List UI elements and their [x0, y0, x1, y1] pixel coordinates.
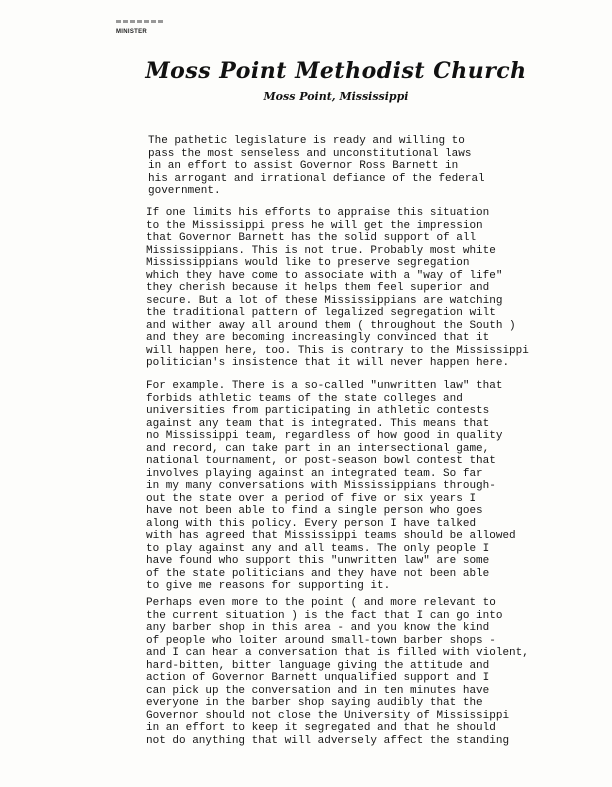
text-line: will happen here, too. This is contrary to the Mississippi: [146, 344, 529, 357]
text-line: Governor should not close the University of Mississippi: [146, 709, 510, 722]
text-line: For example. There is a so-called "unwritten law" that: [146, 380, 503, 392]
text-line: with has agreed that Mississippi teams should be allowed: [146, 530, 516, 542]
text-line: in an effort to keep it segregated and that he should: [146, 722, 496, 734]
text-line: in an effort to assist Governor Ross Barnett in: [148, 160, 459, 172]
text-line: involves playing against an integrated team. So far: [146, 467, 483, 480]
text-line: which they have come to associate with a "way of life": [146, 269, 503, 282]
text-line: and they are becoming increasingly convinced that it: [146, 332, 490, 344]
text-line: Mississippians. This is not true. Probably most white: [146, 244, 496, 257]
paragraph: [146, 380, 516, 593]
corner-stamp: [116, 20, 164, 35]
text-line: any barber shop in this area - and you know the kind: [146, 622, 490, 634]
text-line: and wither away all around them ( throughout the South ): [146, 319, 516, 332]
text-line: have not been able to find a single person who goes: [146, 505, 483, 517]
text-line: of the state politicians and they have not been able: [146, 567, 490, 580]
text-line: to play against any and all teams. The only people I: [146, 542, 490, 555]
text-line: government.: [148, 185, 221, 197]
stamp-minister-label: MINISTER: [116, 29, 148, 35]
text-line: can pick up the conversation and in ten minutes have: [146, 684, 490, 697]
text-line: out the state over a period of five or six years I: [146, 492, 477, 505]
text-line: hard-bitten, bitter language giving the attitude and: [146, 659, 490, 672]
text-line: that Governor Barnett has the solid support of all: [146, 232, 477, 244]
text-line: action of Governor Barnett unqualified support and I: [146, 672, 490, 684]
text-line: and I can hear a conversation that is filled with violent,: [146, 647, 529, 659]
text-line: Mississippians would like to preserve segregation: [146, 257, 470, 269]
text-line: the traditional pattern of legalized segregation wilt: [146, 307, 496, 319]
paragraph: [148, 135, 485, 198]
paragraph: [146, 207, 529, 370]
text-line: they cherish because it helps them feel superior and: [146, 282, 490, 294]
text-line: universities from participating in athletic contests: [146, 405, 490, 417]
text-line: along with this policy. Every person I have talked: [146, 517, 477, 530]
text-line: national tournament, or post-season bowl contest that: [146, 455, 496, 467]
letterhead-location: Moss Point, Mississippi: [263, 90, 409, 103]
stamp-smudged-line: [116, 20, 164, 23]
text-line: no Mississippi team, regardless of how good in quality: [146, 430, 503, 442]
text-line: against any team that is integrated. This means that: [146, 417, 490, 430]
text-line: pass the most senseless and unconstitutional laws: [148, 147, 472, 160]
text-line: to give me reasons for supporting it.: [146, 580, 391, 592]
text-line: Perhaps even more to the point ( and more relevant to: [146, 597, 496, 609]
text-line: to the Mississippi press he will get the impression: [146, 219, 483, 232]
text-line: everyone in the barber shop saying audibly that the: [146, 697, 483, 709]
text-line: politician's insistence that it will never happen here.: [146, 357, 510, 369]
text-line: not do anything that will adversely affect the standing: [146, 734, 510, 747]
text-line: and record, can take part in an intersectional game,: [146, 442, 490, 455]
text-line: secure. But a lot of these Mississippians are watching: [146, 294, 503, 307]
text-line: have found who support this "unwritten law" are some: [146, 555, 490, 567]
text-line: in my many conversations with Mississippians through-: [146, 480, 496, 492]
letterhead-church-name: Moss Point Methodist Church: [145, 58, 527, 84]
text-line: the current situation ) is the fact that I can go into: [146, 609, 503, 622]
text-line: forbids athletic teams of the state colleges and: [146, 392, 463, 405]
text-line: The pathetic legislature is ready and willing to: [148, 135, 465, 147]
text-line: If one limits his efforts to appraise this situation: [146, 207, 490, 219]
paragraph: [146, 597, 529, 747]
text-line: his arrogant and irrational defiance of the federal: [148, 172, 485, 185]
text-line: of people who loiter around small-town barber shops -: [146, 634, 496, 647]
